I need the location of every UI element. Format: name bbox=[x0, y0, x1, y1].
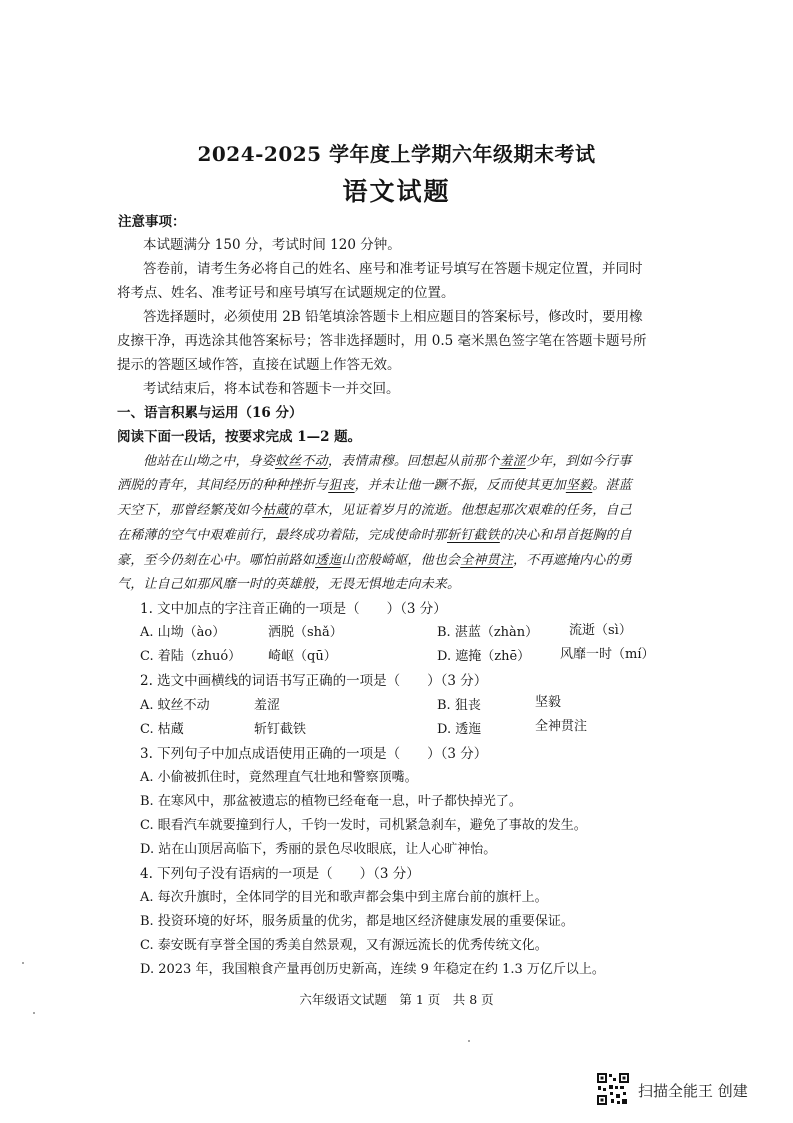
underlined-word: 羞涩 bbox=[499, 454, 526, 469]
passage-text: 天空下，那曾经繁茂如今 bbox=[117, 503, 263, 518]
passage-text: 洒脱的青年，其间经历的种种挫折与 bbox=[117, 478, 329, 493]
notice-paragraph: 答选择题时，必须使用 2B 铅笔填涂答题卡上相应题目的答案标号，修改时，要用橡 bbox=[143, 309, 643, 325]
qr-code-icon bbox=[596, 1072, 630, 1106]
q2-option-a-word: 羞涩 bbox=[254, 698, 281, 713]
underlined-word: 斩钉截铁 bbox=[447, 528, 500, 543]
notice-paragraph: 答卷前，请考生务必将自己的姓名、座号和准考证号填写在答题卡规定位置，并同时 bbox=[143, 261, 643, 277]
notice-paragraph: 将考点、姓名、准考证号和座号填写在试题规定的位置。 bbox=[117, 285, 455, 301]
notice-heading: 注意事项： bbox=[118, 214, 186, 230]
page-footer: 六年级语文试题 第 1 页 共 8 页 bbox=[299, 992, 494, 1007]
section-heading: 一、语言积累与运用（16 分） bbox=[117, 405, 303, 421]
passage-text: 他站在山坳之中，身姿 bbox=[143, 454, 276, 469]
passage-text: 的决心和昂首挺胸的自 bbox=[499, 528, 632, 543]
q1-option-a-word: 洒脱（shǎ） bbox=[268, 625, 343, 640]
q4-option-b: B. 投资环境的好坏，服务质量的优劣，都是地区经济健康发展的重要保证。 bbox=[140, 914, 574, 929]
q3-option-a: A. 小偷被抓住时，竟然理直气壮地和警察顶嘴。 bbox=[140, 770, 418, 785]
passage-line bbox=[117, 527, 632, 545]
q3-option-d: D. 站在山顶居高临下，秀丽的景色尽收眼底，让人心旷神怡。 bbox=[140, 842, 497, 857]
passage-text: 。湛蓝 bbox=[592, 478, 632, 493]
question-4-stem: 4. 下列句子没有语病的一项是（ ）（3 分） bbox=[140, 866, 420, 882]
q1-option-c: C. 着陆（zhuó） bbox=[140, 649, 242, 664]
passage-text: ，表情肃穆。回想起从前那个 bbox=[327, 454, 500, 469]
passage-text: 豪，至今仍刻在心中。哪怕前路如 bbox=[117, 553, 316, 568]
notice-paragraph: 本试题满分 150 分，考试时间 120 分钟。 bbox=[143, 237, 401, 253]
question-3-stem: 3. 下列句子中加点成语使用正确的一项是（ ）（3 分） bbox=[140, 746, 488, 762]
passage-text: 少年，到如今行事 bbox=[525, 454, 632, 469]
q2-option-d-word: 全神贯注 bbox=[535, 719, 588, 734]
q1-option-d-word: 风靡一时（mí） bbox=[560, 647, 655, 662]
scan-speck bbox=[468, 1040, 470, 1042]
underlined-word: 坚毅 bbox=[565, 478, 593, 493]
passage-text: 山峦般崎岖，他也会 bbox=[341, 553, 461, 568]
q2-option-b: B. 狙丧 bbox=[437, 698, 481, 713]
q2-option-d: D. 透迤 bbox=[437, 722, 482, 737]
q1-option-d: D. 遮掩（zhē） bbox=[437, 649, 531, 664]
q3-option-c: C. 眼看汽车就要撞到行人，千钧一发时，司机紧急刹车，避免了事故的发生。 bbox=[140, 818, 587, 833]
reading-instruction: 阅读下面一段话，按要求完成 1—2 题。 bbox=[117, 429, 362, 445]
notice-paragraph: 考试结束后，将本试卷和答题卡一并交回。 bbox=[143, 381, 400, 397]
passage-line bbox=[117, 552, 632, 570]
question-2-stem: 2. 选文中画横线的词语书写正确的一项是（ ）（3 分） bbox=[140, 673, 488, 689]
q2-option-b-word: 坚毅 bbox=[535, 695, 562, 710]
passage-text: 的草木，见证着岁月的流逝。他想起那次艰难的任务，自己 bbox=[288, 503, 632, 518]
passage-line bbox=[143, 453, 631, 471]
q1-option-c-word: 崎岖（qū） bbox=[268, 649, 337, 664]
subject-title: 语文试题 bbox=[342, 177, 451, 206]
passage-text: ，不再遮掩内心的勇 bbox=[513, 553, 632, 568]
q2-option-c: C. 枯蔵 bbox=[140, 722, 184, 737]
q4-option-a: A. 每次升旗时，全体同学的目光和歌声都会集中到主席台前的旗杆上。 bbox=[140, 890, 548, 905]
underlined-word: 全神贯注 bbox=[460, 553, 514, 568]
passage-line: 气，让自己如那风靡一时的英雄般，无畏无惧地走向未来。 bbox=[117, 577, 461, 592]
q1-option-b-word: 流逝（sì） bbox=[569, 623, 632, 638]
scan-speck bbox=[33, 1012, 35, 1014]
q1-option-b: B. 湛蓝（zhàn） bbox=[437, 625, 539, 640]
scanner-watermark: 扫描全能王 创建 bbox=[638, 1082, 748, 1100]
q2-option-c-word: 斩钉截铁 bbox=[254, 722, 307, 737]
q3-option-b: B. 在寒风中，那盆被遗忘的植物已经奄奄一息，叶子都快掉光了。 bbox=[140, 794, 522, 809]
exam-title: 2024-2025 学年度上学期六年级期末考试 bbox=[197, 142, 596, 166]
notice-paragraph: 提示的答题区域作答，直接在试题上作答无效。 bbox=[117, 357, 401, 373]
qr-code-graphic bbox=[596, 1072, 630, 1106]
question-1-stem: 1. 文中加点的字注音正确的一项是（ ）（3 分） bbox=[140, 601, 447, 617]
q4-option-d: D. 2023 年，我国粮食产量再创历史新高，连续 9 年稳定在约 1.3 万亿斤以上。 bbox=[140, 962, 605, 977]
underlined-word: 透迤 bbox=[315, 553, 342, 568]
passage-text: ，并未让他一蹶不振，反而使其更加 bbox=[354, 478, 566, 493]
passage-text: 在稀薄的空气中艰难前行，最终成功着陆，完成使命时那 bbox=[117, 528, 448, 543]
q2-option-a: A. 蚊丝不动 bbox=[140, 698, 210, 713]
underlined-word: 狙丧 bbox=[328, 478, 355, 493]
q1-option-a: A. 山坳（ào） bbox=[140, 625, 226, 640]
notice-paragraph: 皮擦干净，再选涂其他答案标号；答非选择题时，用 0.5 毫米黑色签字笔在答题卡题号所 bbox=[117, 333, 647, 349]
scan-speck bbox=[22, 962, 24, 964]
underlined-word: 蚊丝不动 bbox=[275, 454, 328, 469]
passage-line bbox=[117, 502, 632, 520]
passage-line bbox=[117, 477, 632, 495]
underlined-word: 枯蔵 bbox=[262, 503, 289, 518]
q4-option-c: C. 泰安既有享誉全国的秀美自然景观，又有源远流长的优秀传统文化。 bbox=[140, 938, 548, 953]
